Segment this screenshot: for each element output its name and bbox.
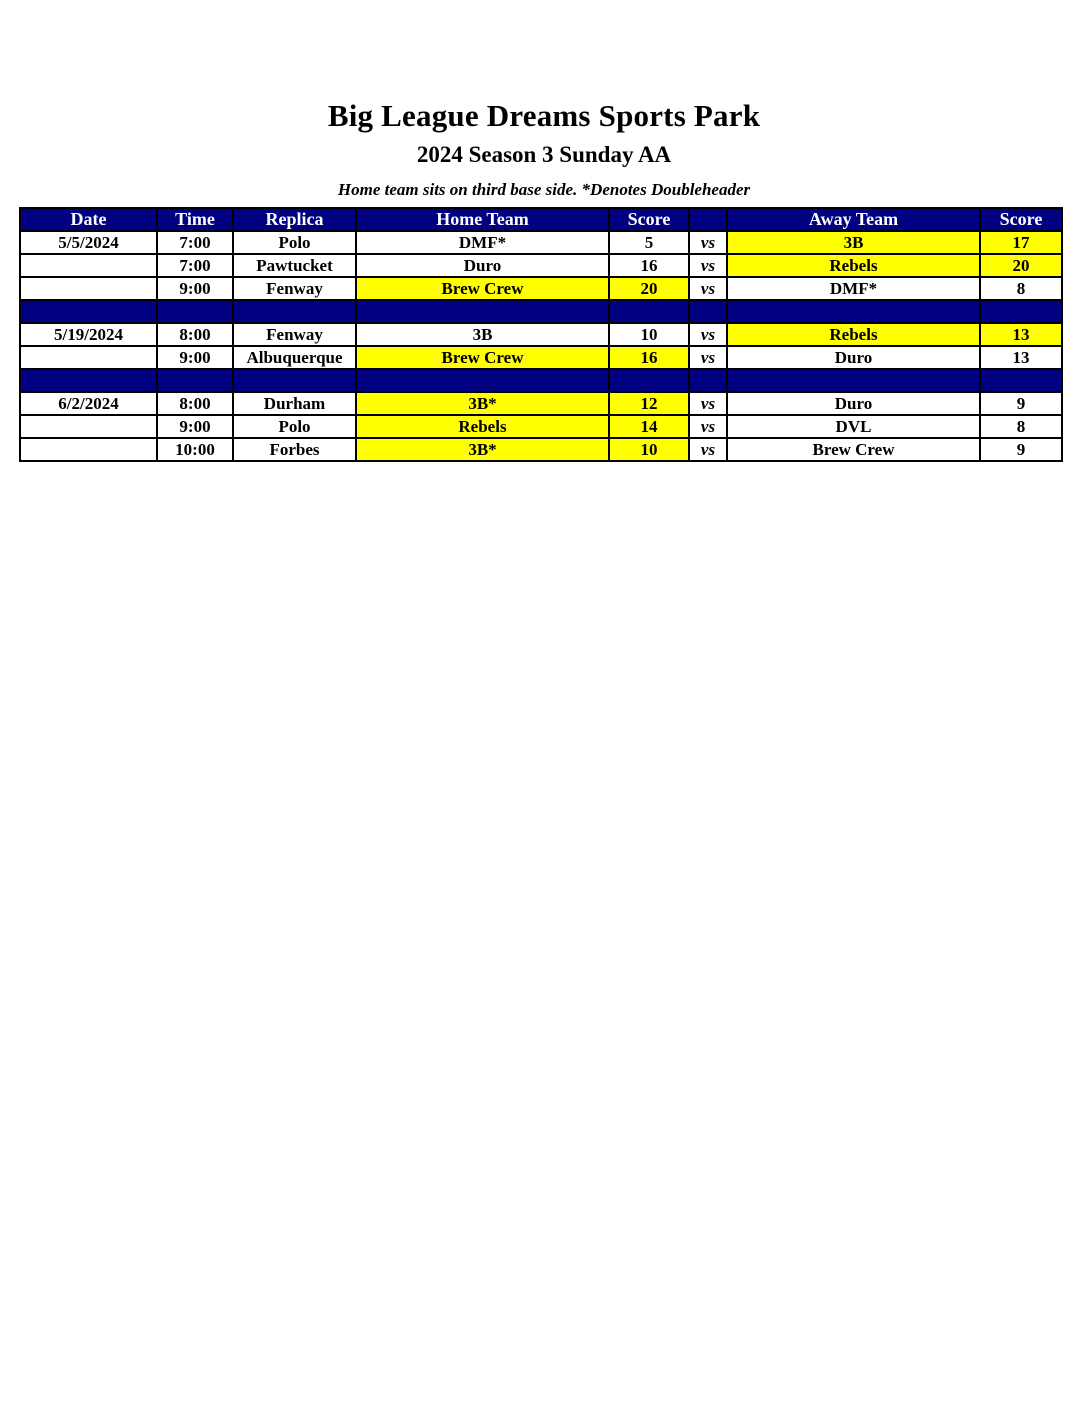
- spacer-cell: [980, 369, 1062, 392]
- home-score-cell: 16: [609, 346, 689, 369]
- spacer-cell: [233, 300, 356, 323]
- away-score-cell: 20: [980, 254, 1062, 277]
- vs-cell: vs: [689, 277, 727, 300]
- away-score-cell: 8: [980, 415, 1062, 438]
- home-score-cell: 16: [609, 254, 689, 277]
- home-team-cell: Duro: [356, 254, 609, 277]
- table-row: [20, 346, 1062, 369]
- vs-cell: vs: [689, 254, 727, 277]
- table-row: [20, 277, 1062, 300]
- home-team-cell: DMF*: [356, 231, 609, 254]
- date-cell: 5/5/2024: [20, 231, 157, 254]
- replica-cell: Durham: [233, 392, 356, 415]
- away-score-cell: 13: [980, 346, 1062, 369]
- schedule-note: Home team sits on third base side. *Denotes Doubleheader: [337, 180, 751, 199]
- away-team-cell: 3B: [727, 231, 980, 254]
- spacer-cell: [980, 300, 1062, 323]
- date-cell: [20, 438, 157, 461]
- schedule-table: [19, 207, 1063, 462]
- page-title: Big League Dreams Sports Park: [327, 98, 761, 133]
- table-row: [20, 392, 1062, 415]
- replica-cell: Fenway: [233, 323, 356, 346]
- date-cell: [20, 277, 157, 300]
- away-score-cell: 9: [980, 438, 1062, 461]
- home-team-cell: Rebels: [356, 415, 609, 438]
- column-header-time: Time: [157, 208, 233, 231]
- time-cell: 9:00: [157, 346, 233, 369]
- date-cell: 5/19/2024: [20, 323, 157, 346]
- spacer-row: [20, 369, 1062, 392]
- column-header-away-score: Score: [980, 208, 1062, 231]
- table-row: [20, 438, 1062, 461]
- page-subtitle: 2024 Season 3 Sunday AA: [416, 142, 672, 167]
- away-score-cell: 17: [980, 231, 1062, 254]
- away-team-cell: Brew Crew: [727, 438, 980, 461]
- table-row: [20, 415, 1062, 438]
- time-cell: 8:00: [157, 323, 233, 346]
- time-cell: 10:00: [157, 438, 233, 461]
- away-team-cell: Rebels: [727, 323, 980, 346]
- spacer-cell: [689, 300, 727, 323]
- date-cell: [20, 415, 157, 438]
- away-team-cell: Duro: [727, 346, 980, 369]
- spacer-cell: [609, 300, 689, 323]
- date-cell: [20, 346, 157, 369]
- spacer-cell: [157, 300, 233, 323]
- replica-cell: Forbes: [233, 438, 356, 461]
- spacer-cell: [20, 300, 157, 323]
- time-cell: 7:00: [157, 254, 233, 277]
- schedule-body: [20, 231, 1062, 461]
- column-header-vs: [689, 208, 727, 231]
- vs-cell: vs: [689, 392, 727, 415]
- column-header-date: Date: [20, 208, 157, 231]
- time-cell: 9:00: [157, 277, 233, 300]
- vs-cell: vs: [689, 231, 727, 254]
- spacer-cell: [233, 369, 356, 392]
- vs-cell: vs: [689, 415, 727, 438]
- time-cell: 9:00: [157, 415, 233, 438]
- spacer-cell: [20, 369, 157, 392]
- home-score-cell: 20: [609, 277, 689, 300]
- column-header-home-team: Home Team: [356, 208, 609, 231]
- table-row: [20, 254, 1062, 277]
- away-team-cell: DMF*: [727, 277, 980, 300]
- home-score-cell: 10: [609, 438, 689, 461]
- time-cell: 7:00: [157, 231, 233, 254]
- date-cell: 6/2/2024: [20, 392, 157, 415]
- away-team-cell: DVL: [727, 415, 980, 438]
- replica-cell: Albuquerque: [233, 346, 356, 369]
- spacer-cell: [356, 369, 609, 392]
- replica-cell: Polo: [233, 231, 356, 254]
- vs-cell: vs: [689, 323, 727, 346]
- home-score-cell: 12: [609, 392, 689, 415]
- away-team-cell: Duro: [727, 392, 980, 415]
- time-cell: 8:00: [157, 392, 233, 415]
- table-row: [20, 323, 1062, 346]
- away-score-cell: 8: [980, 277, 1062, 300]
- home-team-cell: 3B: [356, 323, 609, 346]
- date-cell: [20, 254, 157, 277]
- home-score-cell: 10: [609, 323, 689, 346]
- spacer-cell: [727, 369, 980, 392]
- away-team-cell: Rebels: [727, 254, 980, 277]
- home-team-cell: 3B*: [356, 438, 609, 461]
- table-row: [20, 231, 1062, 254]
- column-header-replica: Replica: [233, 208, 356, 231]
- home-team-cell: 3B*: [356, 392, 609, 415]
- home-team-cell: Brew Crew: [356, 346, 609, 369]
- spacer-cell: [609, 369, 689, 392]
- header-row: [20, 208, 1062, 231]
- spacer-cell: [157, 369, 233, 392]
- home-score-cell: 14: [609, 415, 689, 438]
- column-header-home-score: Score: [609, 208, 689, 231]
- vs-cell: vs: [689, 438, 727, 461]
- spacer-cell: [356, 300, 609, 323]
- replica-cell: Pawtucket: [233, 254, 356, 277]
- vs-cell: vs: [689, 346, 727, 369]
- spacer-cell: [689, 369, 727, 392]
- replica-cell: Polo: [233, 415, 356, 438]
- away-score-cell: 9: [980, 392, 1062, 415]
- spacer-row: [20, 300, 1062, 323]
- home-score-cell: 5: [609, 231, 689, 254]
- away-score-cell: 13: [980, 323, 1062, 346]
- spacer-cell: [727, 300, 980, 323]
- column-header-away-team: Away Team: [727, 208, 980, 231]
- replica-cell: Fenway: [233, 277, 356, 300]
- home-team-cell: Brew Crew: [356, 277, 609, 300]
